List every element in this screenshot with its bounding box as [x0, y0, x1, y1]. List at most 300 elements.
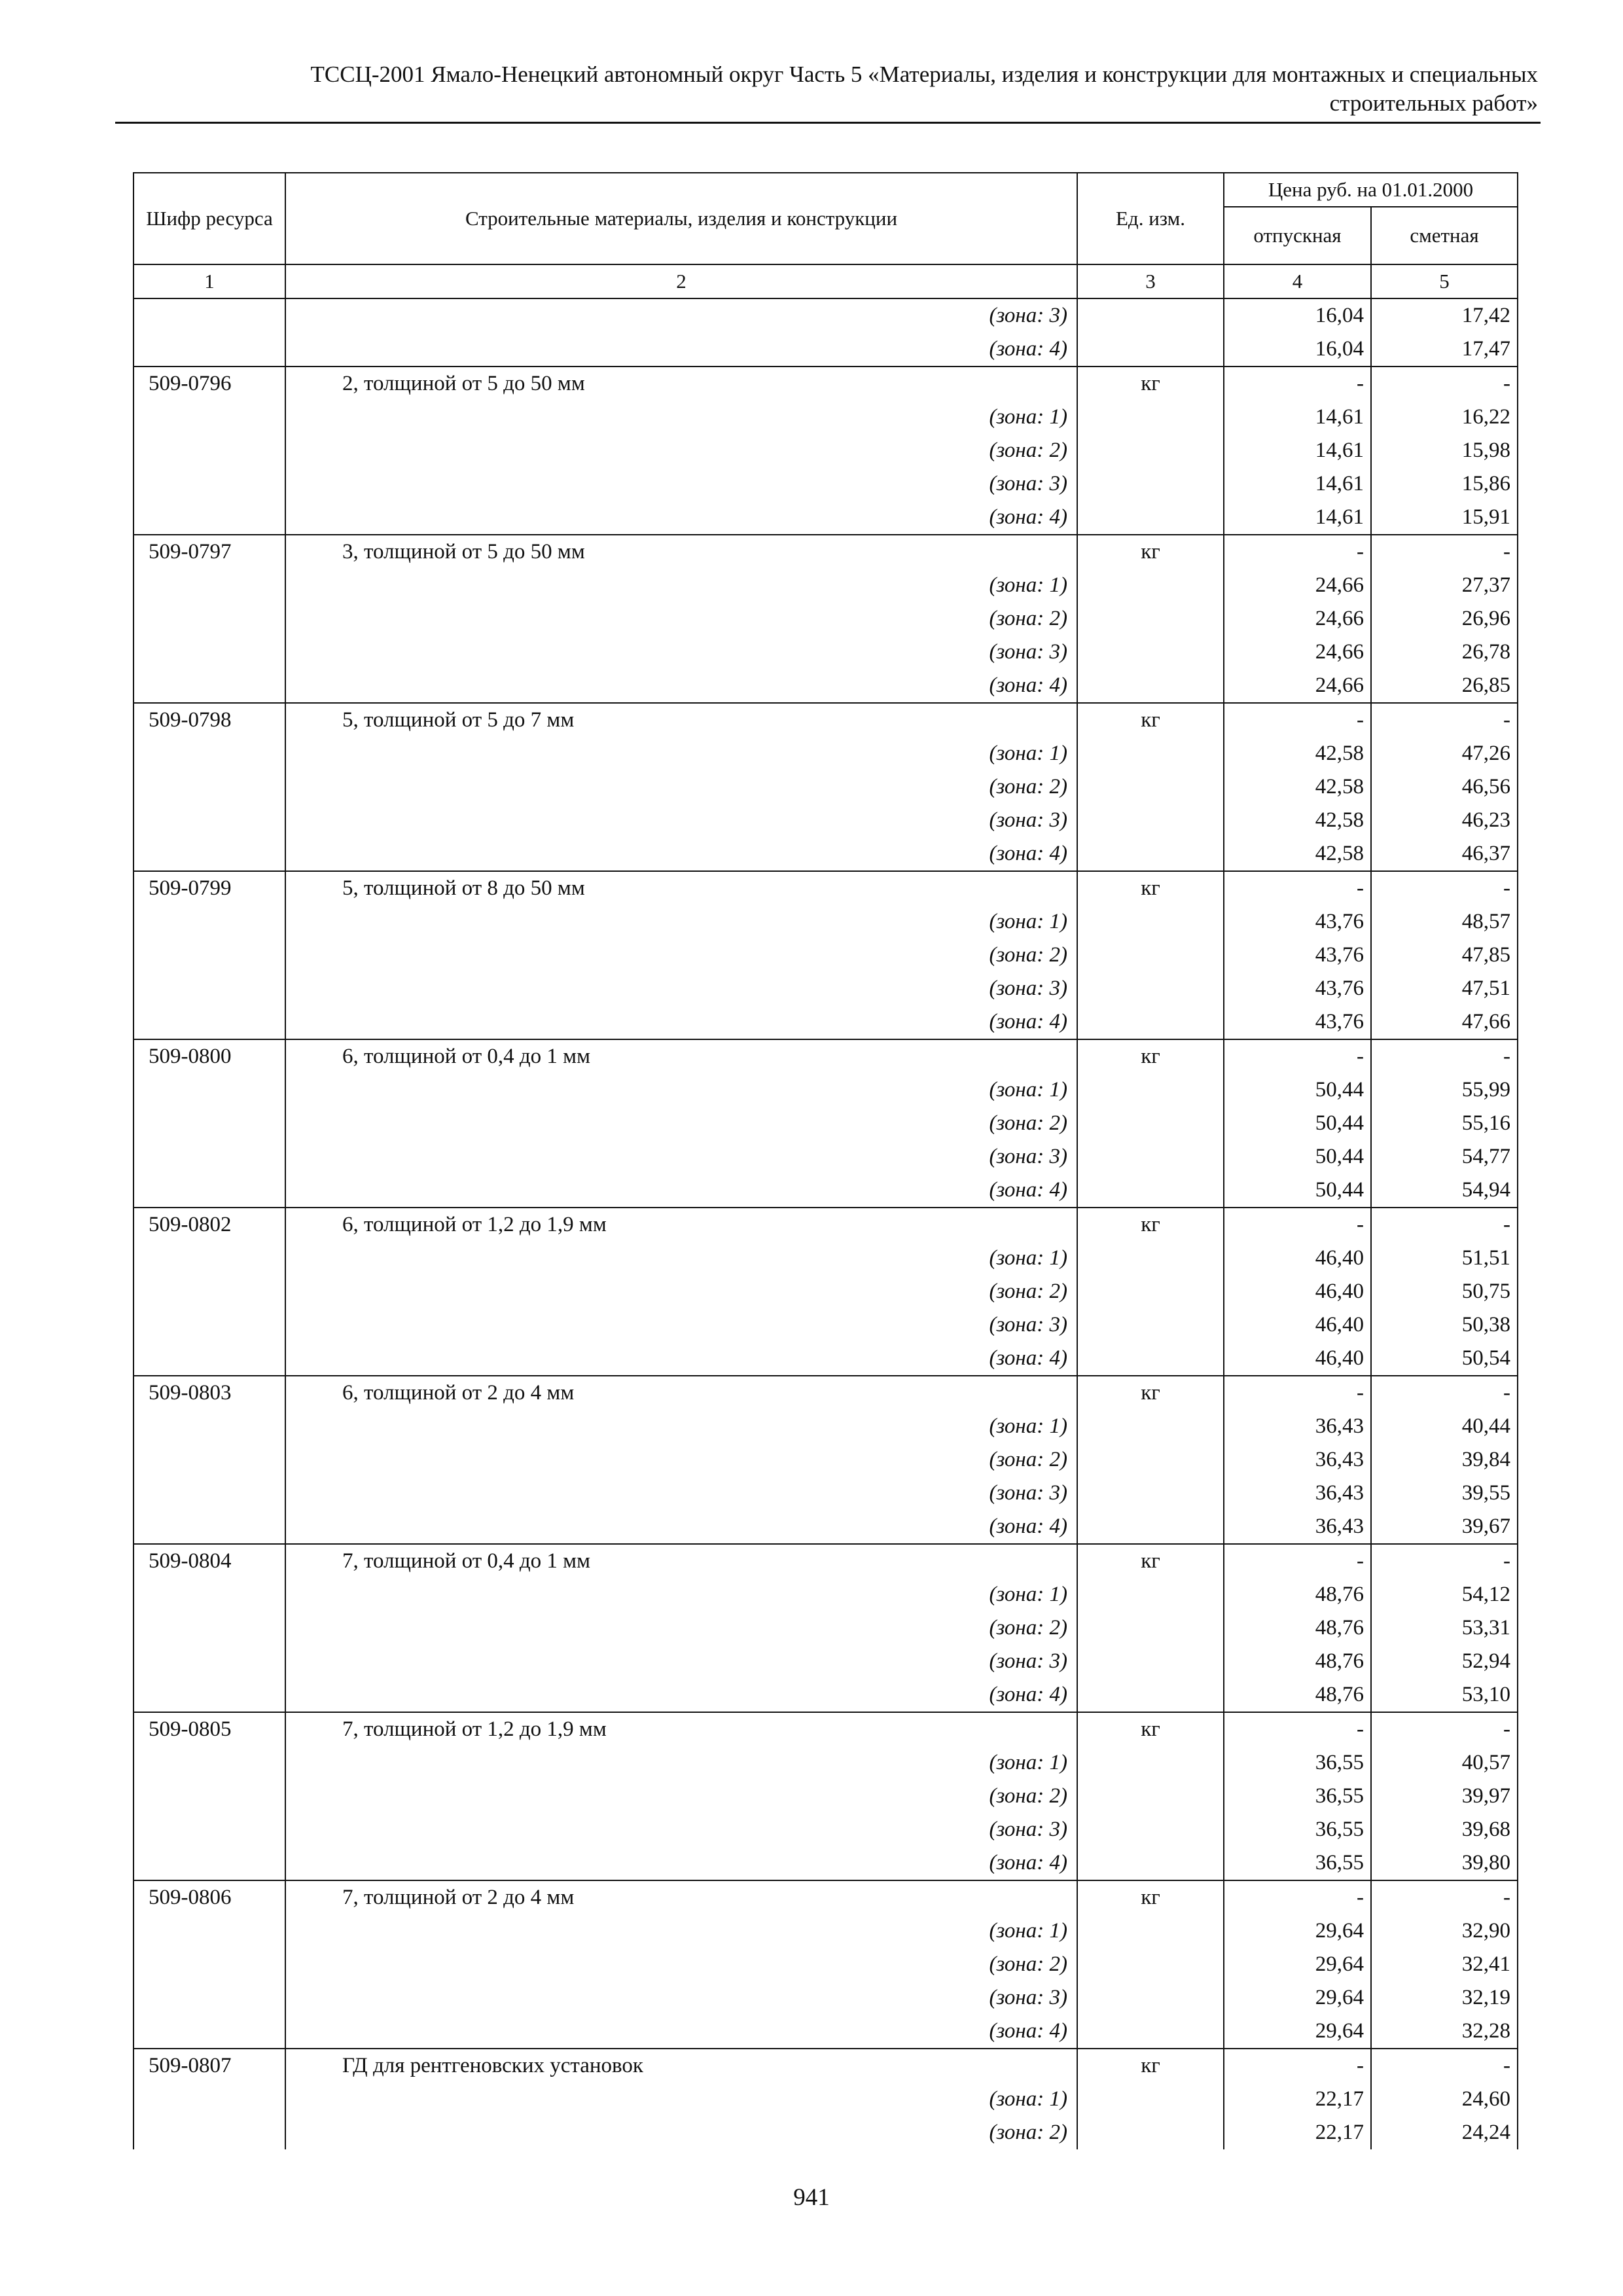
- table-row: [134, 1039, 1518, 1073]
- resource-code-cell: 509-0805: [134, 1712, 285, 1746]
- estimate-price-cell: 55,16: [1371, 1107, 1518, 1140]
- resource-code-cell: [134, 939, 285, 972]
- zone-label-cell: (зона: 2): [285, 1948, 1077, 1981]
- table-row: [134, 298, 1518, 332]
- table-row: [134, 1813, 1518, 1846]
- zone-label-cell: (зона: 1): [285, 905, 1077, 939]
- resource-code-cell: [134, 1107, 285, 1140]
- material-name-cell: 6, толщиной от 1,2 до 1,9 мм: [285, 1208, 1077, 1242]
- release-price-cell: -: [1224, 1208, 1371, 1242]
- resource-code-cell: [134, 737, 285, 770]
- estimate-price-cell: -: [1371, 1880, 1518, 1914]
- zone-label-cell: (зона: 3): [285, 1645, 1077, 1678]
- resource-code-cell: 509-0802: [134, 1208, 285, 1242]
- release-price-cell: 36,43: [1224, 1443, 1371, 1477]
- resource-code-cell: 509-0803: [134, 1376, 285, 1410]
- release-price-cell: 14,61: [1224, 434, 1371, 467]
- page-number: 941: [793, 2184, 830, 2211]
- release-price-cell: -: [1224, 1712, 1371, 1746]
- table-row: [134, 1308, 1518, 1342]
- release-price-cell: 36,55: [1224, 1746, 1371, 1780]
- release-price-cell: 42,58: [1224, 770, 1371, 804]
- unit-cell: [1077, 737, 1224, 770]
- resource-code-cell: 509-0798: [134, 703, 285, 737]
- resource-code-cell: [134, 972, 285, 1005]
- table-row: [134, 669, 1518, 703]
- table-row: [134, 1544, 1518, 1578]
- table-row: [134, 2049, 1518, 2083]
- zone-label-cell: (зона: 2): [285, 1611, 1077, 1645]
- table-row: [134, 1073, 1518, 1107]
- estimate-price-cell: 27,37: [1371, 569, 1518, 602]
- release-price-cell: 46,40: [1224, 1308, 1371, 1342]
- zone-label-cell: (зона: 4): [285, 2015, 1077, 2049]
- zone-label-cell: (зона: 3): [285, 1813, 1077, 1846]
- release-price-cell: 48,76: [1224, 1678, 1371, 1712]
- table-row: [134, 804, 1518, 837]
- resource-code-cell: [134, 1275, 285, 1308]
- resource-code-cell: [134, 1140, 285, 1174]
- estimate-price-cell: 15,86: [1371, 467, 1518, 501]
- unit-cell: кг: [1077, 535, 1224, 569]
- unit-cell: кг: [1077, 2049, 1224, 2083]
- unit-cell: [1077, 1813, 1224, 1846]
- unit-cell: кг: [1077, 367, 1224, 401]
- estimate-price-cell: -: [1371, 703, 1518, 737]
- unit-cell: [1077, 1242, 1224, 1275]
- unit-cell: [1077, 1578, 1224, 1611]
- table-row: [134, 770, 1518, 804]
- estimate-price-cell: 50,75: [1371, 1275, 1518, 1308]
- table-row: [134, 1948, 1518, 1981]
- resource-code-cell: [134, 569, 285, 602]
- release-price-cell: 42,58: [1224, 804, 1371, 837]
- estimate-price-cell: 53,31: [1371, 1611, 1518, 1645]
- unit-cell: кг: [1077, 871, 1224, 905]
- release-price-cell: 48,76: [1224, 1645, 1371, 1678]
- estimate-price-cell: 48,57: [1371, 905, 1518, 939]
- estimate-price-cell: -: [1371, 1208, 1518, 1242]
- estimate-price-cell: 54,77: [1371, 1140, 1518, 1174]
- resource-code-cell: [134, 1510, 285, 1544]
- header-line-2: строительных работ»: [1329, 90, 1538, 116]
- estimate-price-cell: 46,37: [1371, 837, 1518, 871]
- table-row: [134, 837, 1518, 871]
- resource-code-cell: [134, 2015, 285, 2049]
- unit-cell: [1077, 972, 1224, 1005]
- zone-label-cell: (зона: 4): [285, 1846, 1077, 1880]
- release-price-cell: 50,44: [1224, 1174, 1371, 1208]
- material-name-cell: 7, толщиной от 1,2 до 1,9 мм: [285, 1712, 1077, 1746]
- zone-label-cell: (зона: 3): [285, 1477, 1077, 1510]
- estimate-price-cell: -: [1371, 1544, 1518, 1578]
- column-number: 3: [1077, 264, 1224, 298]
- resource-code-cell: [134, 501, 285, 535]
- zone-label-cell: (зона: 2): [285, 434, 1077, 467]
- release-price-cell: 48,76: [1224, 1578, 1371, 1611]
- table-row: [134, 1342, 1518, 1376]
- release-price-cell: -: [1224, 703, 1371, 737]
- release-price-cell: 24,66: [1224, 669, 1371, 703]
- release-price-cell: 48,76: [1224, 1611, 1371, 1645]
- unit-cell: [1077, 501, 1224, 535]
- zone-label-cell: (зона: 4): [285, 1510, 1077, 1544]
- zone-label-cell: (зона: 1): [285, 1914, 1077, 1948]
- release-price-cell: 46,40: [1224, 1242, 1371, 1275]
- resource-code-cell: [134, 434, 285, 467]
- resource-code-cell: [134, 1410, 285, 1443]
- resource-code-cell: [134, 1678, 285, 1712]
- table-row: [134, 535, 1518, 569]
- release-price-cell: 29,64: [1224, 2015, 1371, 2049]
- unit-cell: [1077, 1981, 1224, 2015]
- estimate-price-cell: -: [1371, 1376, 1518, 1410]
- unit-cell: [1077, 401, 1224, 434]
- estimate-price-cell: -: [1371, 1712, 1518, 1746]
- unit-cell: [1077, 2083, 1224, 2116]
- resource-code-cell: [134, 1780, 285, 1813]
- resource-code-cell: [134, 770, 285, 804]
- estimate-price-cell: 39,84: [1371, 1443, 1518, 1477]
- estimate-price-cell: -: [1371, 367, 1518, 401]
- estimate-price-cell: 32,41: [1371, 1948, 1518, 1981]
- material-name-cell: 6, толщиной от 2 до 4 мм: [285, 1376, 1077, 1410]
- zone-label-cell: (зона: 4): [285, 1342, 1077, 1376]
- table-row: [134, 1208, 1518, 1242]
- release-price-cell: 46,40: [1224, 1275, 1371, 1308]
- unit-cell: кг: [1077, 1376, 1224, 1410]
- release-price-cell: 50,44: [1224, 1073, 1371, 1107]
- material-name-cell: 7, толщиной от 0,4 до 1 мм: [285, 1544, 1077, 1578]
- table-row: [134, 1780, 1518, 1813]
- table-row: [134, 1846, 1518, 1880]
- resource-code-cell: [134, 636, 285, 669]
- resource-code-cell: [134, 1242, 285, 1275]
- table-row: [134, 1645, 1518, 1678]
- estimate-price-cell: 17,42: [1371, 298, 1518, 332]
- release-price-cell: 14,61: [1224, 401, 1371, 434]
- zone-label-cell: (зона: 3): [285, 1140, 1077, 1174]
- zone-label-cell: (зона: 1): [285, 1410, 1077, 1443]
- estimate-price-cell: 24,60: [1371, 2083, 1518, 2116]
- resource-code-cell: [134, 1981, 285, 2015]
- unit-cell: [1077, 1410, 1224, 1443]
- zone-label-cell: (зона: 1): [285, 1073, 1077, 1107]
- zone-label-cell: (зона: 1): [285, 401, 1077, 434]
- resource-code-cell: [134, 837, 285, 871]
- unit-cell: [1077, 1443, 1224, 1477]
- unit-cell: [1077, 1107, 1224, 1140]
- unit-cell: [1077, 1073, 1224, 1107]
- table-row: [134, 332, 1518, 367]
- resource-code-cell: [134, 1846, 285, 1880]
- zone-label-cell: (зона: 3): [285, 298, 1077, 332]
- resource-code-cell: 509-0807: [134, 2049, 285, 2083]
- resource-code-cell: [134, 602, 285, 636]
- release-price-cell: 50,44: [1224, 1140, 1371, 1174]
- table-row: [134, 401, 1518, 434]
- unit-cell: [1077, 2015, 1224, 2049]
- column-number-row: [134, 264, 1518, 298]
- table-row: [134, 1275, 1518, 1308]
- resource-code-cell: 509-0799: [134, 871, 285, 905]
- zone-label-cell: (зона: 4): [285, 1678, 1077, 1712]
- release-price-cell: 36,43: [1224, 1410, 1371, 1443]
- release-price-cell: 36,55: [1224, 1780, 1371, 1813]
- resource-code-cell: [134, 1073, 285, 1107]
- estimate-price-cell: 53,10: [1371, 1678, 1518, 1712]
- estimate-price-cell: 47,51: [1371, 972, 1518, 1005]
- zone-label-cell: (зона: 3): [285, 1308, 1077, 1342]
- estimate-price-cell: 47,26: [1371, 737, 1518, 770]
- resource-code-cell: [134, 1005, 285, 1039]
- estimate-price-cell: 17,47: [1371, 332, 1518, 367]
- estimate-price-cell: 16,22: [1371, 401, 1518, 434]
- table-row: [134, 434, 1518, 467]
- table-row: [134, 939, 1518, 972]
- header-rule: [115, 122, 1541, 124]
- table-row: [134, 1746, 1518, 1780]
- zone-label-cell: (зона: 2): [285, 939, 1077, 972]
- resource-code-cell: [134, 401, 285, 434]
- release-price-cell: 22,17: [1224, 2116, 1371, 2149]
- unit-cell: [1077, 1275, 1224, 1308]
- release-price-cell: 24,66: [1224, 636, 1371, 669]
- release-price-cell: -: [1224, 2049, 1371, 2083]
- zone-label-cell: (зона: 3): [285, 636, 1077, 669]
- estimate-price-cell: 50,38: [1371, 1308, 1518, 1342]
- price-table: [133, 172, 1518, 2149]
- table-row: [134, 2116, 1518, 2149]
- estimate-price-cell: 15,91: [1371, 501, 1518, 535]
- resource-code-cell: [134, 2116, 285, 2149]
- resource-code-cell: 509-0800: [134, 1039, 285, 1073]
- release-price-cell: 36,43: [1224, 1510, 1371, 1544]
- estimate-price-cell: 39,97: [1371, 1780, 1518, 1813]
- zone-label-cell: (зона: 4): [285, 837, 1077, 871]
- header-price-release: отпускная: [1224, 207, 1371, 264]
- material-name-cell: 5, толщиной от 8 до 50 мм: [285, 871, 1077, 905]
- table-row: [134, 905, 1518, 939]
- table-row: [134, 1578, 1518, 1611]
- release-price-cell: -: [1224, 871, 1371, 905]
- resource-code-cell: [134, 332, 285, 367]
- release-price-cell: 24,66: [1224, 602, 1371, 636]
- column-number: 4: [1224, 264, 1371, 298]
- unit-cell: [1077, 434, 1224, 467]
- unit-cell: [1077, 298, 1224, 332]
- table-row: [134, 1140, 1518, 1174]
- release-price-cell: 22,17: [1224, 2083, 1371, 2116]
- unit-cell: [1077, 1746, 1224, 1780]
- unit-cell: кг: [1077, 1544, 1224, 1578]
- unit-cell: кг: [1077, 703, 1224, 737]
- table-row: [134, 1410, 1518, 1443]
- release-price-cell: 36,55: [1224, 1846, 1371, 1880]
- resource-code-cell: [134, 1948, 285, 1981]
- unit-cell: [1077, 332, 1224, 367]
- release-price-cell: 29,64: [1224, 1948, 1371, 1981]
- release-price-cell: 43,76: [1224, 1005, 1371, 1039]
- release-price-cell: 29,64: [1224, 1914, 1371, 1948]
- material-name-cell: 2, толщиной от 5 до 50 мм: [285, 367, 1077, 401]
- release-price-cell: -: [1224, 1544, 1371, 1578]
- release-price-cell: 46,40: [1224, 1342, 1371, 1376]
- material-name-cell: 5, толщиной от 5 до 7 мм: [285, 703, 1077, 737]
- resource-code-cell: [134, 1443, 285, 1477]
- estimate-price-cell: 40,57: [1371, 1746, 1518, 1780]
- estimate-price-cell: 32,28: [1371, 2015, 1518, 2049]
- estimate-price-cell: 51,51: [1371, 1242, 1518, 1275]
- table-row: [134, 1981, 1518, 2015]
- unit-cell: [1077, 1611, 1224, 1645]
- estimate-price-cell: 40,44: [1371, 1410, 1518, 1443]
- estimate-price-cell: 55,99: [1371, 1073, 1518, 1107]
- resource-code-cell: [134, 1308, 285, 1342]
- zone-label-cell: (зона: 3): [285, 972, 1077, 1005]
- resource-code-cell: 509-0796: [134, 367, 285, 401]
- table-row: [134, 1242, 1518, 1275]
- estimate-price-cell: 54,94: [1371, 1174, 1518, 1208]
- estimate-price-cell: -: [1371, 1039, 1518, 1073]
- resource-code-cell: [134, 1578, 285, 1611]
- header-line-1: ТССЦ-2001 Ямало-Ненецкий автономный округ Часть 5 «Материалы, изделия и конструкции для монтажных и специальных: [310, 62, 1538, 87]
- estimate-price-cell: 52,94: [1371, 1645, 1518, 1678]
- resource-code-cell: 509-0806: [134, 1880, 285, 1914]
- unit-cell: [1077, 837, 1224, 871]
- unit-cell: [1077, 1308, 1224, 1342]
- column-number: 5: [1371, 264, 1518, 298]
- unit-cell: [1077, 1645, 1224, 1678]
- resource-code-cell: 509-0797: [134, 535, 285, 569]
- table-row: [134, 569, 1518, 602]
- unit-cell: [1077, 1477, 1224, 1510]
- table-row: [134, 2015, 1518, 2049]
- table-row: [134, 501, 1518, 535]
- release-price-cell: 16,04: [1224, 298, 1371, 332]
- header-unit: Ед. изм.: [1077, 173, 1224, 264]
- release-price-cell: -: [1224, 1039, 1371, 1073]
- estimate-price-cell: 24,24: [1371, 2116, 1518, 2149]
- zone-label-cell: (зона: 2): [285, 1780, 1077, 1813]
- resource-code-cell: [134, 905, 285, 939]
- estimate-price-cell: 26,78: [1371, 636, 1518, 669]
- resource-code-cell: [134, 1477, 285, 1510]
- unit-cell: [1077, 1914, 1224, 1948]
- unit-cell: [1077, 905, 1224, 939]
- table-row: [134, 367, 1518, 401]
- resource-code-cell: [134, 2083, 285, 2116]
- zone-label-cell: (зона: 4): [285, 669, 1077, 703]
- unit-cell: [1077, 1948, 1224, 1981]
- release-price-cell: 43,76: [1224, 905, 1371, 939]
- table-row: [134, 871, 1518, 905]
- unit-cell: [1077, 602, 1224, 636]
- estimate-price-cell: -: [1371, 871, 1518, 905]
- zone-label-cell: (зона: 1): [285, 569, 1077, 602]
- resource-code-cell: [134, 1746, 285, 1780]
- zone-label-cell: (зона: 3): [285, 1981, 1077, 2015]
- table-row: [134, 1712, 1518, 1746]
- estimate-price-cell: 15,98: [1371, 434, 1518, 467]
- unit-cell: [1077, 1174, 1224, 1208]
- table-row: [134, 1678, 1518, 1712]
- release-price-cell: 14,61: [1224, 501, 1371, 535]
- unit-cell: кг: [1077, 1039, 1224, 1073]
- release-price-cell: 42,58: [1224, 737, 1371, 770]
- unit-cell: [1077, 1780, 1224, 1813]
- resource-code-cell: [134, 1174, 285, 1208]
- table-row: [134, 1611, 1518, 1645]
- table-row: [134, 1174, 1518, 1208]
- zone-label-cell: (зона: 1): [285, 1746, 1077, 1780]
- material-name-cell: 7, толщиной от 2 до 4 мм: [285, 1880, 1077, 1914]
- unit-cell: [1077, 1678, 1224, 1712]
- table-row: [134, 1376, 1518, 1410]
- release-price-cell: 36,55: [1224, 1813, 1371, 1846]
- table-row: [134, 1510, 1518, 1544]
- estimate-price-cell: 39,80: [1371, 1846, 1518, 1880]
- zone-label-cell: (зона: 1): [285, 1242, 1077, 1275]
- unit-cell: [1077, 1510, 1224, 1544]
- estimate-price-cell: 39,67: [1371, 1510, 1518, 1544]
- resource-code-cell: [134, 1645, 285, 1678]
- unit-cell: [1077, 1342, 1224, 1376]
- estimate-price-cell: 46,56: [1371, 770, 1518, 804]
- table-row: [134, 703, 1518, 737]
- unit-cell: [1077, 804, 1224, 837]
- zone-label-cell: (зона: 1): [285, 1578, 1077, 1611]
- table-row: [134, 1477, 1518, 1510]
- resource-code-cell: [134, 298, 285, 332]
- zone-label-cell: (зона: 2): [285, 770, 1077, 804]
- column-number: 1: [134, 264, 285, 298]
- release-price-cell: 43,76: [1224, 939, 1371, 972]
- material-name-cell: ГД для рентгеновских установок: [285, 2049, 1077, 2083]
- estimate-price-cell: 47,66: [1371, 1005, 1518, 1039]
- unit-cell: кг: [1077, 1208, 1224, 1242]
- estimate-price-cell: -: [1371, 535, 1518, 569]
- zone-label-cell: (зона: 4): [285, 332, 1077, 367]
- page-header: [118, 60, 1538, 118]
- zone-label-cell: (зона: 4): [285, 1174, 1077, 1208]
- table-row: [134, 1107, 1518, 1140]
- resource-code-cell: [134, 1611, 285, 1645]
- zone-label-cell: (зона: 1): [285, 2083, 1077, 2116]
- material-name-cell: 3, толщиной от 5 до 50 мм: [285, 535, 1077, 569]
- release-price-cell: -: [1224, 1376, 1371, 1410]
- zone-label-cell: (зона: 1): [285, 737, 1077, 770]
- unit-cell: [1077, 467, 1224, 501]
- release-price-cell: -: [1224, 535, 1371, 569]
- zone-label-cell: (зона: 2): [285, 2116, 1077, 2149]
- resource-code-cell: [134, 1342, 285, 1376]
- table-row: [134, 2083, 1518, 2116]
- column-number: 2: [285, 264, 1077, 298]
- release-price-cell: 36,43: [1224, 1477, 1371, 1510]
- zone-label-cell: (зона: 4): [285, 1005, 1077, 1039]
- unit-cell: [1077, 939, 1224, 972]
- resource-code-cell: [134, 1914, 285, 1948]
- material-name-cell: 6, толщиной от 0,4 до 1 мм: [285, 1039, 1077, 1073]
- estimate-price-cell: 26,85: [1371, 669, 1518, 703]
- resource-code-cell: [134, 1813, 285, 1846]
- zone-label-cell: (зона: 3): [285, 804, 1077, 837]
- estimate-price-cell: 39,55: [1371, 1477, 1518, 1510]
- table-row: [134, 1443, 1518, 1477]
- release-price-cell: 42,58: [1224, 837, 1371, 871]
- table-row: [134, 467, 1518, 501]
